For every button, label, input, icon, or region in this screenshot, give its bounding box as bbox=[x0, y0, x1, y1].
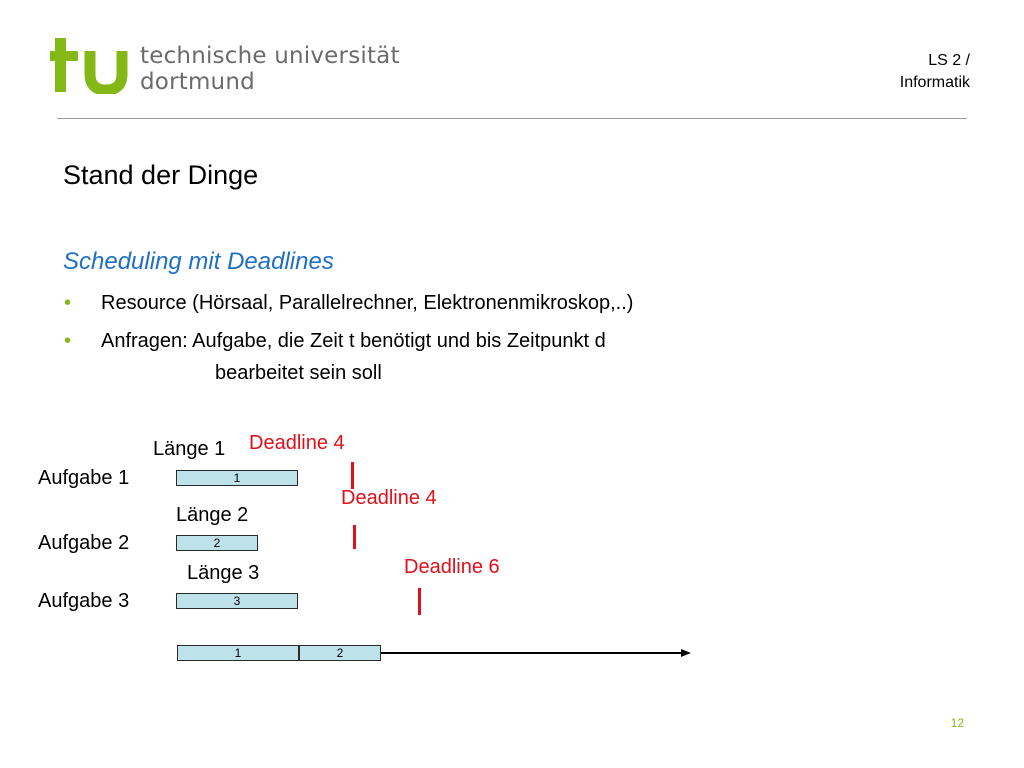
page-number: 12 bbox=[950, 716, 964, 730]
tu-logo-icon bbox=[50, 38, 130, 94]
deadline-label: Deadline 4 bbox=[341, 487, 437, 509]
deadline-label: Deadline 4 bbox=[249, 432, 345, 454]
department-line2: Informatik bbox=[899, 74, 970, 91]
university-name-line1: technische universität bbox=[140, 43, 400, 69]
deadline-marker bbox=[351, 462, 354, 489]
task-length-label: Länge 1 bbox=[153, 438, 226, 460]
deadline-label: Deadline 6 bbox=[404, 556, 500, 578]
deadline-marker bbox=[353, 525, 356, 549]
task-name: Aufgabe 3 bbox=[38, 590, 130, 612]
task-name: Aufgabe 2 bbox=[38, 532, 130, 554]
task-bar: 2 bbox=[176, 535, 258, 551]
task-bar: 1 bbox=[176, 470, 298, 486]
department-line1: LS 2 / bbox=[928, 52, 970, 69]
slide-title: Stand der Dinge bbox=[63, 160, 259, 190]
bullet-marker: • bbox=[64, 330, 72, 352]
slide-subtitle: Scheduling mit Deadlines bbox=[63, 248, 334, 275]
timeline-arrow-icon bbox=[381, 645, 693, 661]
header-divider bbox=[57, 118, 967, 119]
deadline-marker bbox=[418, 588, 421, 615]
bullet-text: Anfragen: Aufgabe, die Zeit t benötigt und bis Zeitpunkt d bbox=[101, 330, 606, 352]
university-name-line2: dortmund bbox=[140, 69, 255, 95]
task-length-label: Länge 3 bbox=[187, 562, 260, 584]
bullet-text-continuation: bearbeitet sein soll bbox=[215, 362, 382, 384]
task-length-label: Länge 2 bbox=[176, 504, 249, 526]
task-name: Aufgabe 1 bbox=[38, 467, 130, 489]
task-bar: 3 bbox=[176, 593, 298, 609]
schedule-slot: 1 bbox=[177, 645, 299, 661]
department-label bbox=[900, 50, 970, 94]
bullet-text: Resource (Hörsaal, Parallelrechner, Elektronenmikroskop,..) bbox=[101, 292, 634, 314]
bullet-marker: • bbox=[64, 292, 72, 314]
schedule-slot: 2 bbox=[299, 645, 381, 661]
